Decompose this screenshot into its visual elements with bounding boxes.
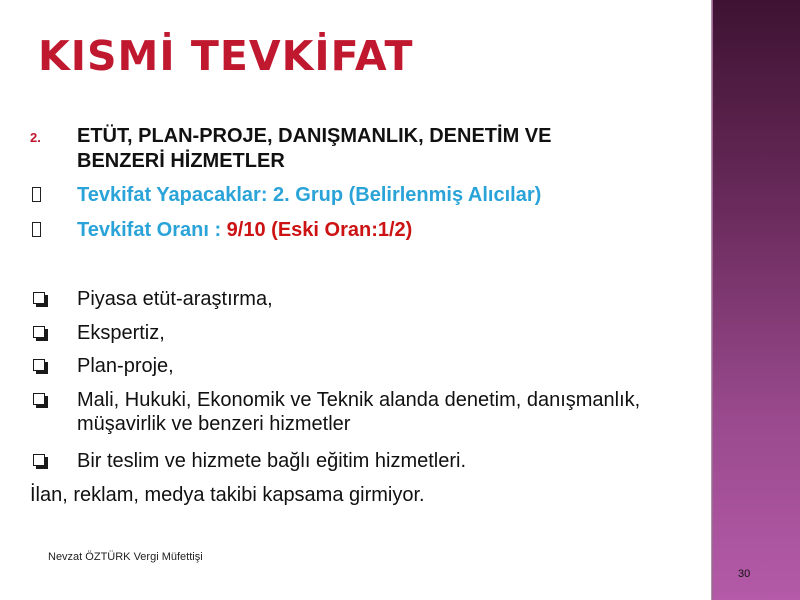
slide-title: KISMİ TEVKİFAT xyxy=(38,32,414,80)
list-item-text: Ekspertiz, xyxy=(77,322,165,344)
list-item-text: Plan-proje, xyxy=(77,355,174,377)
missing-glyph-icon xyxy=(30,183,54,209)
list-item-text: Piyasa etüt-araştırma, xyxy=(77,288,273,310)
list-item-text: Mali, Hukuki, Ekonomik ve Teknik alanda denetim, danışmanlık, xyxy=(77,389,641,411)
missing-glyph-icon xyxy=(30,218,54,244)
square-bullet-icon xyxy=(33,454,45,466)
square-bullet-icon xyxy=(33,326,45,338)
square-bullet-icon xyxy=(33,292,45,304)
scope-note: İlan, reklam, medya takibi kapsama girmiyor. xyxy=(30,484,425,506)
page-number: 30 xyxy=(738,568,751,580)
list-item-text: Bir teslim ve hizmete bağlı eğitim hizmetleri. xyxy=(77,450,467,472)
square-bullet-icon xyxy=(33,393,45,405)
rate-label: Tevkifat Oranı : xyxy=(77,219,227,241)
square-bullet-icon xyxy=(33,359,45,371)
item-number: 2. xyxy=(30,130,41,145)
footer-author: Nevzat ÖZTÜRK Vergi Müfettişi xyxy=(48,551,203,563)
info-line-2-text xyxy=(77,218,737,242)
numbered-item-line2: BENZERİ HİZMETLER xyxy=(77,150,285,172)
numbered-item-line1: ETÜT, PLAN-PROJE, DANIŞMANLIK, DENETİM VE xyxy=(77,125,552,147)
info-line-1-text: Tevkifat Yapacaklar: 2. Grup (Belirlenmiş Alıcılar) xyxy=(77,184,542,206)
rate-value: 9/10 (Eski Oran:1/2) xyxy=(226,219,413,241)
list-item-text-line2: müşavirlik ve benzeri hizmetler xyxy=(77,413,351,435)
